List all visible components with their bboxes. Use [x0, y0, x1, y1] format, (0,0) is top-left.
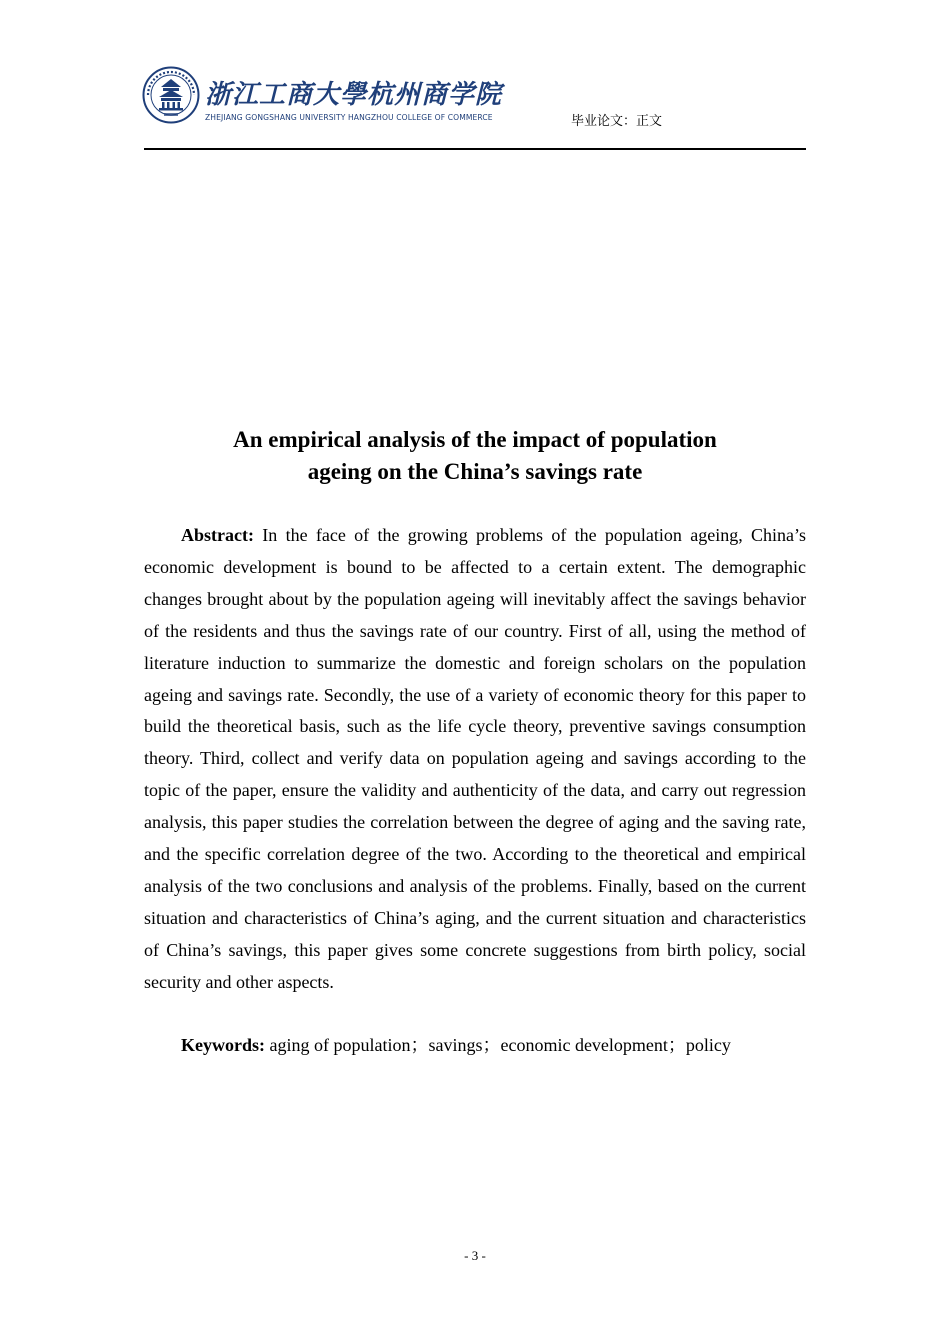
header-divider [144, 148, 806, 150]
abstract-paragraph [144, 520, 806, 999]
logo-english-name: ZHEJIANG GONGSHANG UNIVERSITY HANGZHOU COLLEGE OF COMMERCE [205, 113, 493, 122]
paper-title [144, 424, 806, 488]
keywords-paragraph [144, 1030, 806, 1062]
abstract-text: In the face of the growing problems of the population ageing, China’s economic development is bound to be affected to a certain extent. The demographic changes brought about by the population ageing will inevitably affect the savings behavior of the residents and thus the savings rate of our country. First of all, using the method of literature induction to summarize the domestic and foreign scholars on the population ageing and savings rate. Secondly, the use of a variety of economic theory for this paper to build the theoretical basis, such as the life cycle theory, preventive savings consumption theory. Third, collect and verify data on population ageing and savings according to the topic of the paper, ensure the validity and authenticity of the data, and carry out regression analysis, this paper studies the correlation between the degree of aging and the saving rate, and the specific correlation degree of the two. According to the theoretical and empirical analysis of the two conclusions and analysis of the problems. Finally, based on the current situation and characteristics of China’s aging, and the current situation and characteristics of China’s savings, this paper gives some concrete suggestions from birth policy, social security and other aspects. [144, 525, 807, 992]
university-seal-icon [142, 66, 200, 124]
keywords-text: aging of population；savings；economic development；policy [269, 1035, 731, 1055]
university-logo [142, 66, 503, 128]
page-number: - 3 - [464, 1248, 486, 1263]
title-line-2: ageing on the China’s savings rate [307, 459, 643, 484]
header-label: 毕业论文：正文 [571, 114, 663, 129]
abstract-label: Abstract: [181, 525, 254, 545]
title-line-1: An empirical analysis of the impact of population [233, 427, 717, 452]
logo-chinese-name: 浙江工商大學杭州商学院 [205, 80, 503, 110]
keywords-label: Keywords: [181, 1035, 265, 1055]
